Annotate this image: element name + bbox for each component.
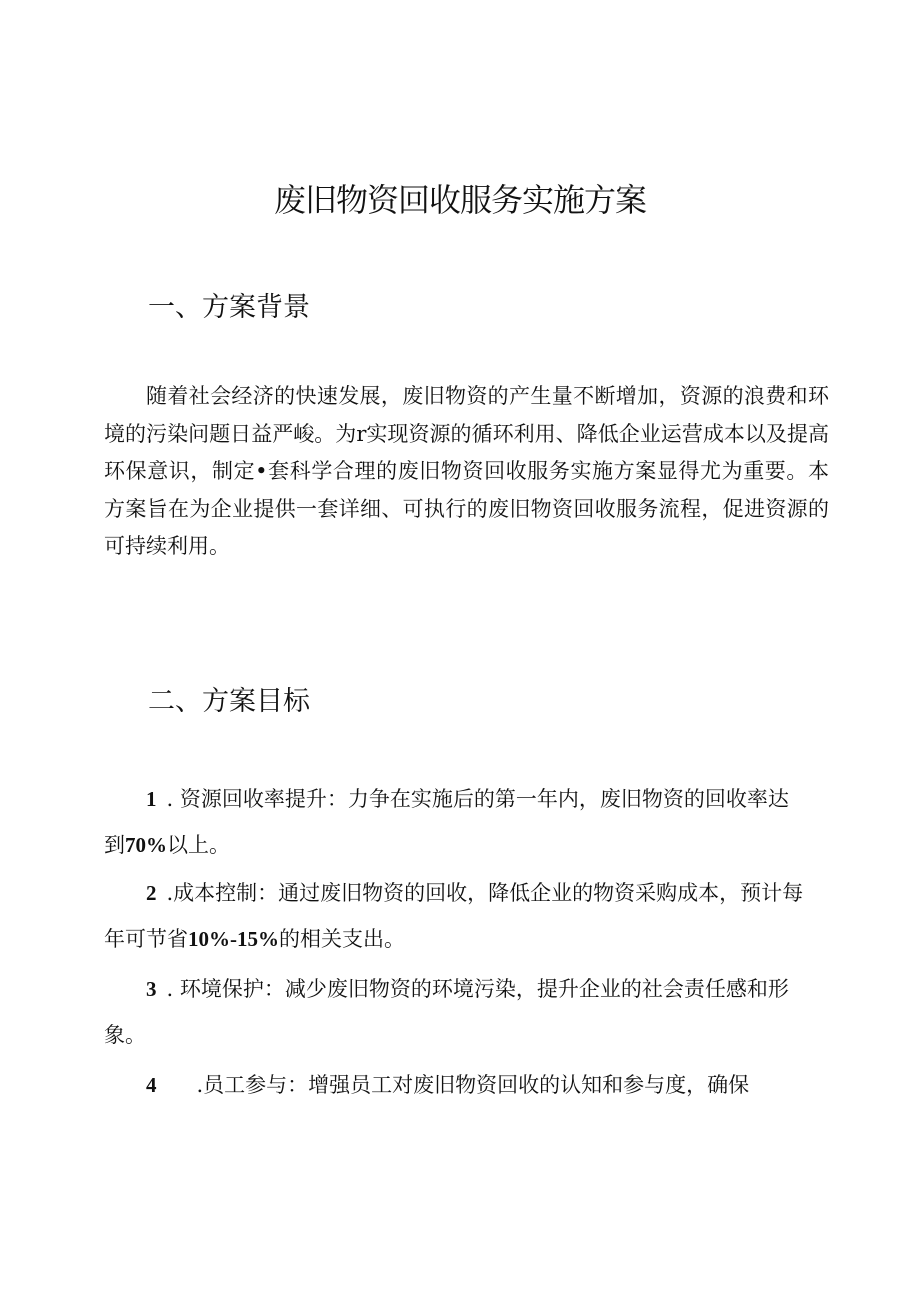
goal-value: 70% [125,833,167,857]
goal-value: 10%-15% [188,927,279,951]
goal-text-end: 以上。 [167,833,230,857]
section-heading-background: 一、方案背景 [148,292,310,323]
goal-number: 3 [146,977,157,1001]
goal-item-3 [104,966,804,1058]
goal-number: 1 [146,787,157,811]
goal-item-2 [104,870,804,962]
goal-item-4 [104,1062,804,1108]
goal-text: .员工参与：增强员工对废旧物资回收的认知和参与度，确保 [196,1073,750,1097]
goal-text: .成本控制：通过废旧物资的回收，降低企业的物资采购成本，预计每年可节省 [104,881,804,951]
goal-text: . 资源回收率提升：力争在实施后的第一年内，废旧物资的回收率达到 [104,787,789,857]
goal-text: . 环境保护：减少废旧物资的环境污染，提升企业的社会责任感和形象。 [104,977,789,1047]
goal-item-1 [104,776,804,868]
section-heading-goals: 二、方案目标 [148,686,310,717]
document-title: 废旧物资回收服务实施方案 [273,181,646,219]
goal-number: 4 [146,1073,157,1097]
background-paragraph: 随着社会经济的快速发展，废旧物资的产生量不断增加，资源的浪费和环境的污染问题日益严峻。为r实现资源的循环利用、降低企业运营成本以及提高环保意识，制定•套科学合理的废旧物资回收服务实施方案显得尤为重要。本方案旨在为企业提供一套详细、可执行的废旧物资回收服务流程，促进资源的可持续利用。 [104,384,829,559]
goal-number: 2 [146,881,157,905]
goal-text-end: 的相关支出。 [279,927,405,951]
